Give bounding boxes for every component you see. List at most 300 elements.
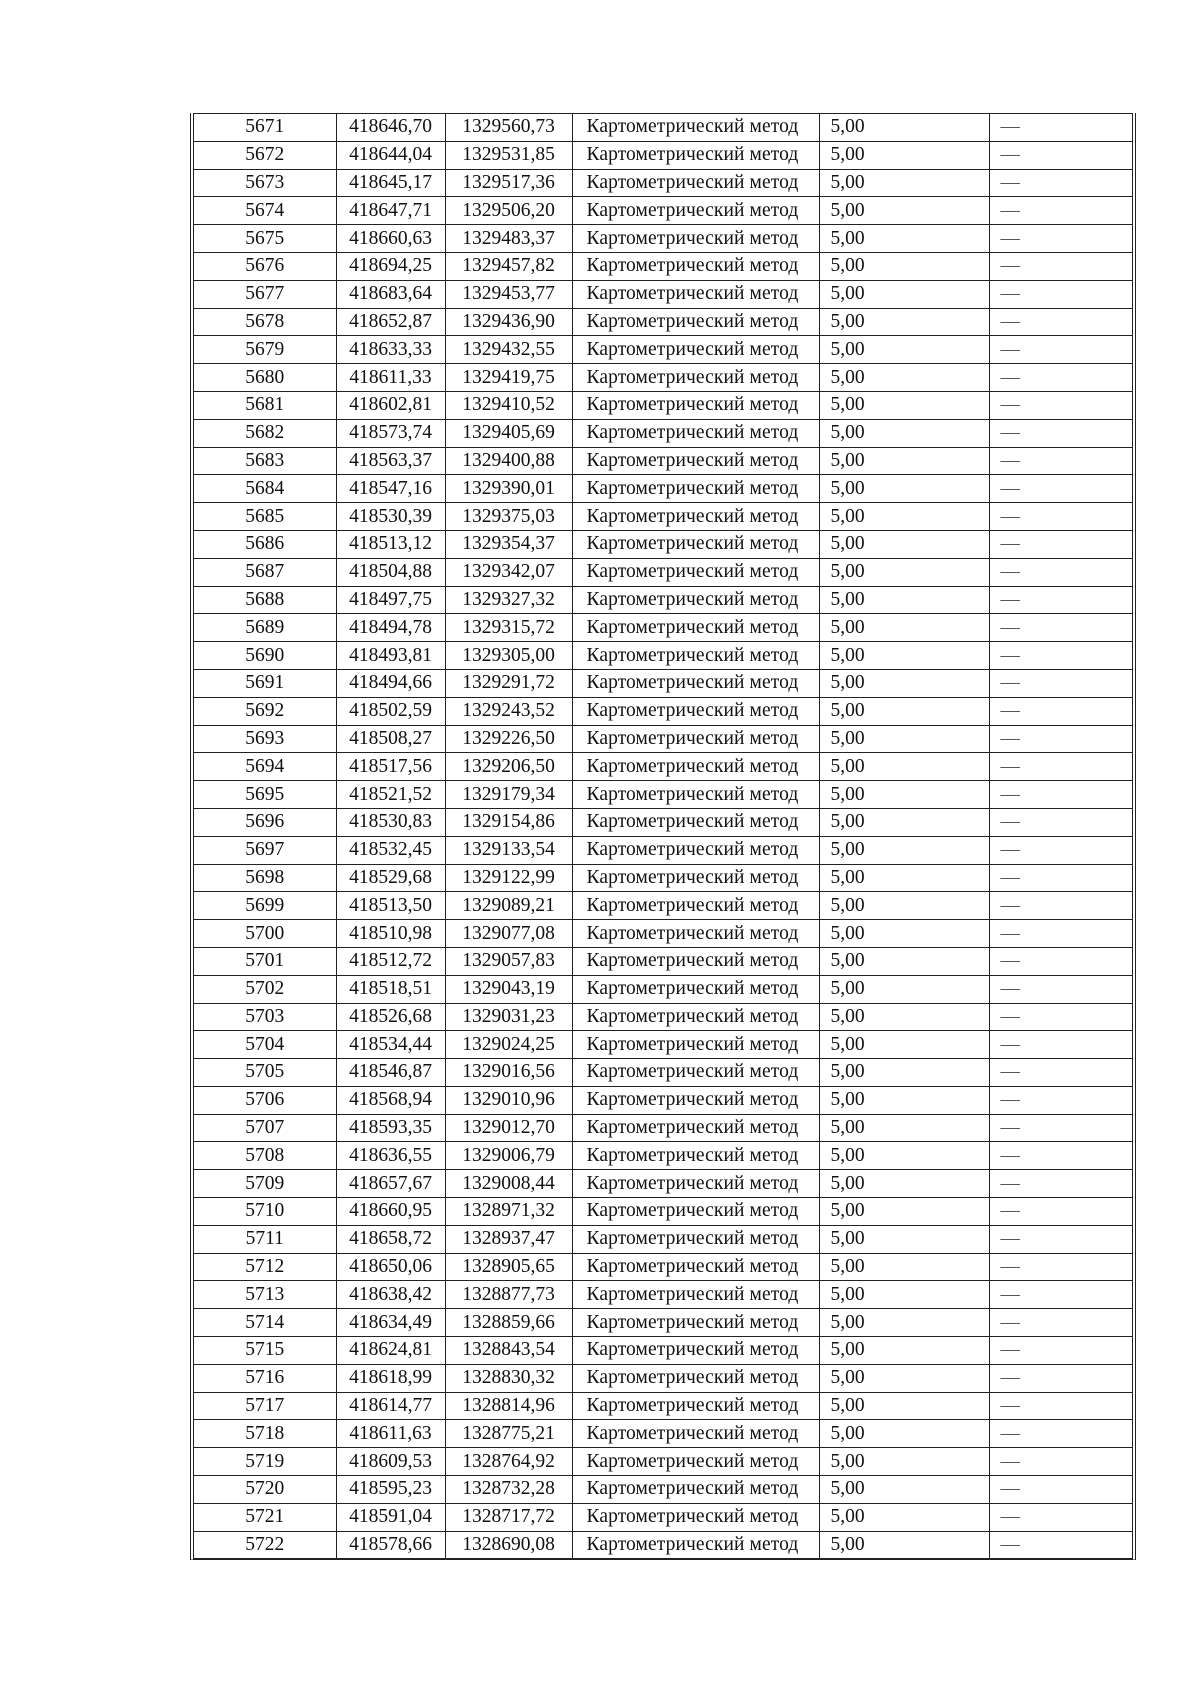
accuracy-cell: 5,00 [819, 1420, 989, 1448]
point-number-cell: 5678 [194, 308, 336, 336]
description-cell: — [989, 447, 1132, 475]
method-cell: Картометрический метод [572, 447, 819, 475]
method-cell: Картометрический метод [572, 975, 819, 1003]
table-row [194, 1337, 1132, 1365]
description-cell: — [989, 781, 1132, 809]
point-number-cell: 5681 [194, 391, 336, 419]
coordinate-y-cell: 1329390,01 [445, 475, 572, 503]
description-cell: — [989, 1198, 1132, 1226]
description-cell: — [989, 114, 1132, 142]
method-cell: Картометрический метод [572, 1086, 819, 1114]
method-cell: Картометрический метод [572, 169, 819, 197]
accuracy-cell: 5,00 [819, 975, 989, 1003]
coordinate-x-cell: 418658,72 [336, 1225, 445, 1253]
accuracy-cell: 5,00 [819, 252, 989, 280]
method-cell: Картометрический метод [572, 141, 819, 169]
coordinate-y-cell: 1329400,88 [445, 447, 572, 475]
coordinate-x-cell: 418530,39 [336, 503, 445, 531]
method-cell: Картометрический метод [572, 836, 819, 864]
description-cell: — [989, 197, 1132, 225]
coordinate-x-cell: 418646,70 [336, 114, 445, 142]
coordinate-y-cell: 1329506,20 [445, 197, 572, 225]
coordinate-x-cell: 418578,66 [336, 1531, 445, 1559]
accuracy-cell: 5,00 [819, 364, 989, 392]
coordinate-y-cell: 1329006,79 [445, 1142, 572, 1170]
table-row [194, 697, 1132, 725]
table-row [194, 308, 1132, 336]
method-cell: Картометрический метод [572, 252, 819, 280]
coordinate-y-cell: 1329453,77 [445, 280, 572, 308]
table-row [194, 169, 1132, 197]
table-row [194, 1364, 1132, 1392]
accuracy-cell: 5,00 [819, 114, 989, 142]
accuracy-cell: 5,00 [819, 1281, 989, 1309]
coordinate-y-cell: 1329531,85 [445, 141, 572, 169]
description-cell: — [989, 1253, 1132, 1281]
coordinate-x-cell: 418591,04 [336, 1503, 445, 1531]
coordinate-x-cell: 418547,16 [336, 475, 445, 503]
coordinate-y-cell: 1329457,82 [445, 252, 572, 280]
accuracy-cell: 5,00 [819, 197, 989, 225]
coordinate-x-cell: 418510,98 [336, 920, 445, 948]
coordinate-x-cell: 418502,59 [336, 697, 445, 725]
coordinate-y-cell: 1329405,69 [445, 419, 572, 447]
description-cell: — [989, 169, 1132, 197]
method-cell: Картометрический метод [572, 308, 819, 336]
point-number-cell: 5671 [194, 114, 336, 142]
accuracy-cell: 5,00 [819, 475, 989, 503]
point-number-cell: 5717 [194, 1392, 336, 1420]
description-cell: — [989, 141, 1132, 169]
point-number-cell: 5675 [194, 225, 336, 253]
coordinate-x-cell: 418494,78 [336, 614, 445, 642]
point-number-cell: 5709 [194, 1170, 336, 1198]
accuracy-cell: 5,00 [819, 669, 989, 697]
table-row [194, 892, 1132, 920]
coordinate-y-cell: 1328830,32 [445, 1364, 572, 1392]
point-number-cell: 5712 [194, 1253, 336, 1281]
coordinate-x-cell: 418634,49 [336, 1309, 445, 1337]
description-cell: — [989, 642, 1132, 670]
description-cell: — [989, 1476, 1132, 1504]
accuracy-cell: 5,00 [819, 808, 989, 836]
coordinate-y-cell: 1329483,37 [445, 225, 572, 253]
coordinate-x-cell: 418508,27 [336, 725, 445, 753]
description-cell: — [989, 669, 1132, 697]
table-row [194, 225, 1132, 253]
coordinate-x-cell: 418644,04 [336, 141, 445, 169]
table-row [194, 503, 1132, 531]
coordinate-y-cell: 1328732,28 [445, 1476, 572, 1504]
method-cell: Картометрический метод [572, 225, 819, 253]
coordinate-y-cell: 1329031,23 [445, 1003, 572, 1031]
method-cell: Картометрический метод [572, 1309, 819, 1337]
description-cell: — [989, 475, 1132, 503]
method-cell: Картометрический метод [572, 1253, 819, 1281]
accuracy-cell: 5,00 [819, 1337, 989, 1365]
accuracy-cell: 5,00 [819, 1531, 989, 1559]
method-cell: Картометрический метод [572, 753, 819, 781]
table-row [194, 836, 1132, 864]
method-cell: Картометрический метод [572, 669, 819, 697]
description-cell: — [989, 1531, 1132, 1559]
coordinate-x-cell: 418513,12 [336, 530, 445, 558]
table-row [194, 1420, 1132, 1448]
description-cell: — [989, 252, 1132, 280]
method-cell: Картометрический метод [572, 1114, 819, 1142]
coordinate-x-cell: 418652,87 [336, 308, 445, 336]
point-number-cell: 5683 [194, 447, 336, 475]
coordinate-x-cell: 418513,50 [336, 892, 445, 920]
coordinate-x-cell: 418614,77 [336, 1392, 445, 1420]
method-cell: Картометрический метод [572, 364, 819, 392]
coordinate-x-cell: 418660,95 [336, 1198, 445, 1226]
point-number-cell: 5676 [194, 252, 336, 280]
coordinate-x-cell: 418645,17 [336, 169, 445, 197]
coordinate-x-cell: 418532,45 [336, 836, 445, 864]
method-cell: Картометрический метод [572, 1531, 819, 1559]
description-cell: — [989, 225, 1132, 253]
coordinate-x-cell: 418611,33 [336, 364, 445, 392]
table-row [194, 1114, 1132, 1142]
coordinate-y-cell: 1329226,50 [445, 725, 572, 753]
table-row [194, 419, 1132, 447]
accuracy-cell: 5,00 [819, 308, 989, 336]
coordinate-y-cell: 1329517,36 [445, 169, 572, 197]
coordinate-y-cell: 1328937,47 [445, 1225, 572, 1253]
coordinate-x-cell: 418497,75 [336, 586, 445, 614]
method-cell: Картометрический метод [572, 920, 819, 948]
table-row [194, 1476, 1132, 1504]
table-row [194, 614, 1132, 642]
description-cell: — [989, 1003, 1132, 1031]
accuracy-cell: 5,00 [819, 892, 989, 920]
description-cell: — [989, 1114, 1132, 1142]
point-number-cell: 5701 [194, 947, 336, 975]
coordinate-x-cell: 418647,71 [336, 197, 445, 225]
description-cell: — [989, 1448, 1132, 1476]
method-cell: Картометрический метод [572, 1281, 819, 1309]
method-cell: Картометрический метод [572, 475, 819, 503]
accuracy-cell: 5,00 [819, 419, 989, 447]
description-cell: — [989, 364, 1132, 392]
description-cell: — [989, 1170, 1132, 1198]
accuracy-cell: 5,00 [819, 391, 989, 419]
coordinate-x-cell: 418595,23 [336, 1476, 445, 1504]
point-number-cell: 5673 [194, 169, 336, 197]
coordinate-y-cell: 1329089,21 [445, 892, 572, 920]
method-cell: Картометрический метод [572, 725, 819, 753]
coordinate-x-cell: 418518,51 [336, 975, 445, 1003]
coordinate-y-cell: 1329560,73 [445, 114, 572, 142]
accuracy-cell: 5,00 [819, 141, 989, 169]
description-cell: — [989, 1059, 1132, 1087]
description-cell: — [989, 614, 1132, 642]
table-row [194, 808, 1132, 836]
point-number-cell: 5719 [194, 1448, 336, 1476]
coordinate-y-cell: 1329327,32 [445, 586, 572, 614]
accuracy-cell: 5,00 [819, 586, 989, 614]
table-row [194, 280, 1132, 308]
accuracy-cell: 5,00 [819, 920, 989, 948]
description-cell: — [989, 1086, 1132, 1114]
coordinate-y-cell: 1328859,66 [445, 1309, 572, 1337]
point-number-cell: 5694 [194, 753, 336, 781]
method-cell: Картометрический метод [572, 614, 819, 642]
coordinate-y-cell: 1329419,75 [445, 364, 572, 392]
point-number-cell: 5707 [194, 1114, 336, 1142]
description-cell: — [989, 1364, 1132, 1392]
point-number-cell: 5720 [194, 1476, 336, 1504]
point-number-cell: 5680 [194, 364, 336, 392]
description-cell: — [989, 1309, 1132, 1337]
coordinates-table-frame [190, 113, 1136, 1560]
coordinate-x-cell: 418529,68 [336, 864, 445, 892]
table-row [194, 753, 1132, 781]
accuracy-cell: 5,00 [819, 558, 989, 586]
description-cell: — [989, 280, 1132, 308]
coordinate-x-cell: 418512,72 [336, 947, 445, 975]
coordinate-x-cell: 418546,87 [336, 1059, 445, 1087]
coordinate-x-cell: 418530,83 [336, 808, 445, 836]
coordinate-y-cell: 1329354,37 [445, 530, 572, 558]
description-cell: — [989, 836, 1132, 864]
point-number-cell: 5688 [194, 586, 336, 614]
description-cell: — [989, 308, 1132, 336]
coordinates-table-body [194, 114, 1132, 1559]
point-number-cell: 5679 [194, 336, 336, 364]
coordinate-x-cell: 418517,56 [336, 753, 445, 781]
coordinate-y-cell: 1328717,72 [445, 1503, 572, 1531]
description-cell: — [989, 530, 1132, 558]
method-cell: Картометрический метод [572, 503, 819, 531]
coordinate-y-cell: 1328764,92 [445, 1448, 572, 1476]
description-cell: — [989, 1142, 1132, 1170]
method-cell: Картометрический метод [572, 1059, 819, 1087]
description-cell: — [989, 1225, 1132, 1253]
point-number-cell: 5695 [194, 781, 336, 809]
accuracy-cell: 5,00 [819, 1059, 989, 1087]
point-number-cell: 5698 [194, 864, 336, 892]
accuracy-cell: 5,00 [819, 1114, 989, 1142]
method-cell: Картометрический метод [572, 558, 819, 586]
coordinate-y-cell: 1329008,44 [445, 1170, 572, 1198]
coordinate-x-cell: 418609,53 [336, 1448, 445, 1476]
table-row [194, 1225, 1132, 1253]
accuracy-cell: 5,00 [819, 336, 989, 364]
description-cell: — [989, 947, 1132, 975]
accuracy-cell: 5,00 [819, 1086, 989, 1114]
point-number-cell: 5704 [194, 1031, 336, 1059]
accuracy-cell: 5,00 [819, 1309, 989, 1337]
description-cell: — [989, 725, 1132, 753]
accuracy-cell: 5,00 [819, 836, 989, 864]
accuracy-cell: 5,00 [819, 169, 989, 197]
point-number-cell: 5677 [194, 280, 336, 308]
coordinate-y-cell: 1329206,50 [445, 753, 572, 781]
coordinate-x-cell: 418504,88 [336, 558, 445, 586]
coordinate-y-cell: 1329077,08 [445, 920, 572, 948]
coordinate-y-cell: 1329291,72 [445, 669, 572, 697]
description-cell: — [989, 975, 1132, 1003]
point-number-cell: 5674 [194, 197, 336, 225]
coordinate-x-cell: 418494,66 [336, 669, 445, 697]
table-row [194, 725, 1132, 753]
table-row [194, 1392, 1132, 1420]
accuracy-cell: 5,00 [819, 447, 989, 475]
accuracy-cell: 5,00 [819, 781, 989, 809]
point-number-cell: 5718 [194, 1420, 336, 1448]
method-cell: Картометрический метод [572, 1170, 819, 1198]
point-number-cell: 5692 [194, 697, 336, 725]
description-cell: — [989, 558, 1132, 586]
description-cell: — [989, 1031, 1132, 1059]
coordinate-y-cell: 1328905,65 [445, 1253, 572, 1281]
coordinate-x-cell: 418660,63 [336, 225, 445, 253]
accuracy-cell: 5,00 [819, 1198, 989, 1226]
description-cell: — [989, 697, 1132, 725]
method-cell: Картометрический метод [572, 947, 819, 975]
method-cell: Картометрический метод [572, 586, 819, 614]
description-cell: — [989, 1392, 1132, 1420]
point-number-cell: 5693 [194, 725, 336, 753]
accuracy-cell: 5,00 [819, 1142, 989, 1170]
description-cell: — [989, 920, 1132, 948]
coordinate-x-cell: 418638,42 [336, 1281, 445, 1309]
point-number-cell: 5700 [194, 920, 336, 948]
method-cell: Картометрический метод [572, 336, 819, 364]
coordinate-y-cell: 1329436,90 [445, 308, 572, 336]
point-number-cell: 5706 [194, 1086, 336, 1114]
table-row [194, 864, 1132, 892]
table-row [194, 530, 1132, 558]
coordinate-x-cell: 418493,81 [336, 642, 445, 670]
point-number-cell: 5716 [194, 1364, 336, 1392]
accuracy-cell: 5,00 [819, 725, 989, 753]
description-cell: — [989, 419, 1132, 447]
coordinate-x-cell: 418534,44 [336, 1031, 445, 1059]
method-cell: Картометрический метод [572, 1031, 819, 1059]
accuracy-cell: 5,00 [819, 614, 989, 642]
method-cell: Картометрический метод [572, 530, 819, 558]
coordinate-y-cell: 1329342,07 [445, 558, 572, 586]
point-number-cell: 5689 [194, 614, 336, 642]
point-number-cell: 5672 [194, 141, 336, 169]
coordinate-x-cell: 418657,67 [336, 1170, 445, 1198]
point-number-cell: 5705 [194, 1059, 336, 1087]
method-cell: Картометрический метод [572, 1198, 819, 1226]
point-number-cell: 5715 [194, 1337, 336, 1365]
description-cell: — [989, 864, 1132, 892]
accuracy-cell: 5,00 [819, 1503, 989, 1531]
accuracy-cell: 5,00 [819, 864, 989, 892]
point-number-cell: 5682 [194, 419, 336, 447]
table-row [194, 1170, 1132, 1198]
coordinate-y-cell: 1328690,08 [445, 1531, 572, 1559]
accuracy-cell: 5,00 [819, 642, 989, 670]
table-row [194, 1531, 1132, 1559]
accuracy-cell: 5,00 [819, 1448, 989, 1476]
table-row [194, 642, 1132, 670]
description-cell: — [989, 1503, 1132, 1531]
coordinate-y-cell: 1329057,83 [445, 947, 572, 975]
description-cell: — [989, 892, 1132, 920]
coordinate-x-cell: 418624,81 [336, 1337, 445, 1365]
table-row [194, 947, 1132, 975]
point-number-cell: 5721 [194, 1503, 336, 1531]
accuracy-cell: 5,00 [819, 1225, 989, 1253]
point-number-cell: 5699 [194, 892, 336, 920]
accuracy-cell: 5,00 [819, 697, 989, 725]
coordinate-x-cell: 418633,33 [336, 336, 445, 364]
table-row [194, 114, 1132, 142]
accuracy-cell: 5,00 [819, 1253, 989, 1281]
table-row [194, 336, 1132, 364]
coordinates-table [194, 113, 1132, 1559]
table-row [194, 1003, 1132, 1031]
accuracy-cell: 5,00 [819, 947, 989, 975]
coordinate-y-cell: 1329012,70 [445, 1114, 572, 1142]
method-cell: Картометрический метод [572, 781, 819, 809]
table-row [194, 447, 1132, 475]
coordinate-x-cell: 418618,99 [336, 1364, 445, 1392]
accuracy-cell: 5,00 [819, 1364, 989, 1392]
coordinate-x-cell: 418683,64 [336, 280, 445, 308]
description-cell: — [989, 1420, 1132, 1448]
coordinate-x-cell: 418526,68 [336, 1003, 445, 1031]
coordinate-y-cell: 1328843,54 [445, 1337, 572, 1365]
method-cell: Картометрический метод [572, 280, 819, 308]
accuracy-cell: 5,00 [819, 753, 989, 781]
point-number-cell: 5711 [194, 1225, 336, 1253]
table-row [194, 1142, 1132, 1170]
coordinate-x-cell: 418563,37 [336, 447, 445, 475]
coordinate-x-cell: 418694,25 [336, 252, 445, 280]
coordinate-y-cell: 1328814,96 [445, 1392, 572, 1420]
table-row [194, 197, 1132, 225]
coordinate-y-cell: 1329375,03 [445, 503, 572, 531]
coordinate-x-cell: 418602,81 [336, 391, 445, 419]
coordinate-x-cell: 418611,63 [336, 1420, 445, 1448]
method-cell: Картометрический метод [572, 197, 819, 225]
table-row [194, 1031, 1132, 1059]
method-cell: Картометрический метод [572, 697, 819, 725]
point-number-cell: 5714 [194, 1309, 336, 1337]
coordinate-y-cell: 1329432,55 [445, 336, 572, 364]
accuracy-cell: 5,00 [819, 1031, 989, 1059]
coordinate-x-cell: 418636,55 [336, 1142, 445, 1170]
table-row [194, 141, 1132, 169]
method-cell: Картометрический метод [572, 864, 819, 892]
method-cell: Картометрический метод [572, 1448, 819, 1476]
coordinate-x-cell: 418573,74 [336, 419, 445, 447]
table-row [194, 558, 1132, 586]
method-cell: Картометрический метод [572, 1225, 819, 1253]
coordinate-x-cell: 418568,94 [336, 1086, 445, 1114]
table-row [194, 1281, 1132, 1309]
table-row [194, 1086, 1132, 1114]
coordinate-y-cell: 1329305,00 [445, 642, 572, 670]
accuracy-cell: 5,00 [819, 225, 989, 253]
point-number-cell: 5708 [194, 1142, 336, 1170]
point-number-cell: 5690 [194, 642, 336, 670]
method-cell: Картометрический метод [572, 642, 819, 670]
coordinate-y-cell: 1329043,19 [445, 975, 572, 1003]
table-row [194, 1309, 1132, 1337]
point-number-cell: 5702 [194, 975, 336, 1003]
method-cell: Картометрический метод [572, 808, 819, 836]
method-cell: Картометрический метод [572, 1420, 819, 1448]
